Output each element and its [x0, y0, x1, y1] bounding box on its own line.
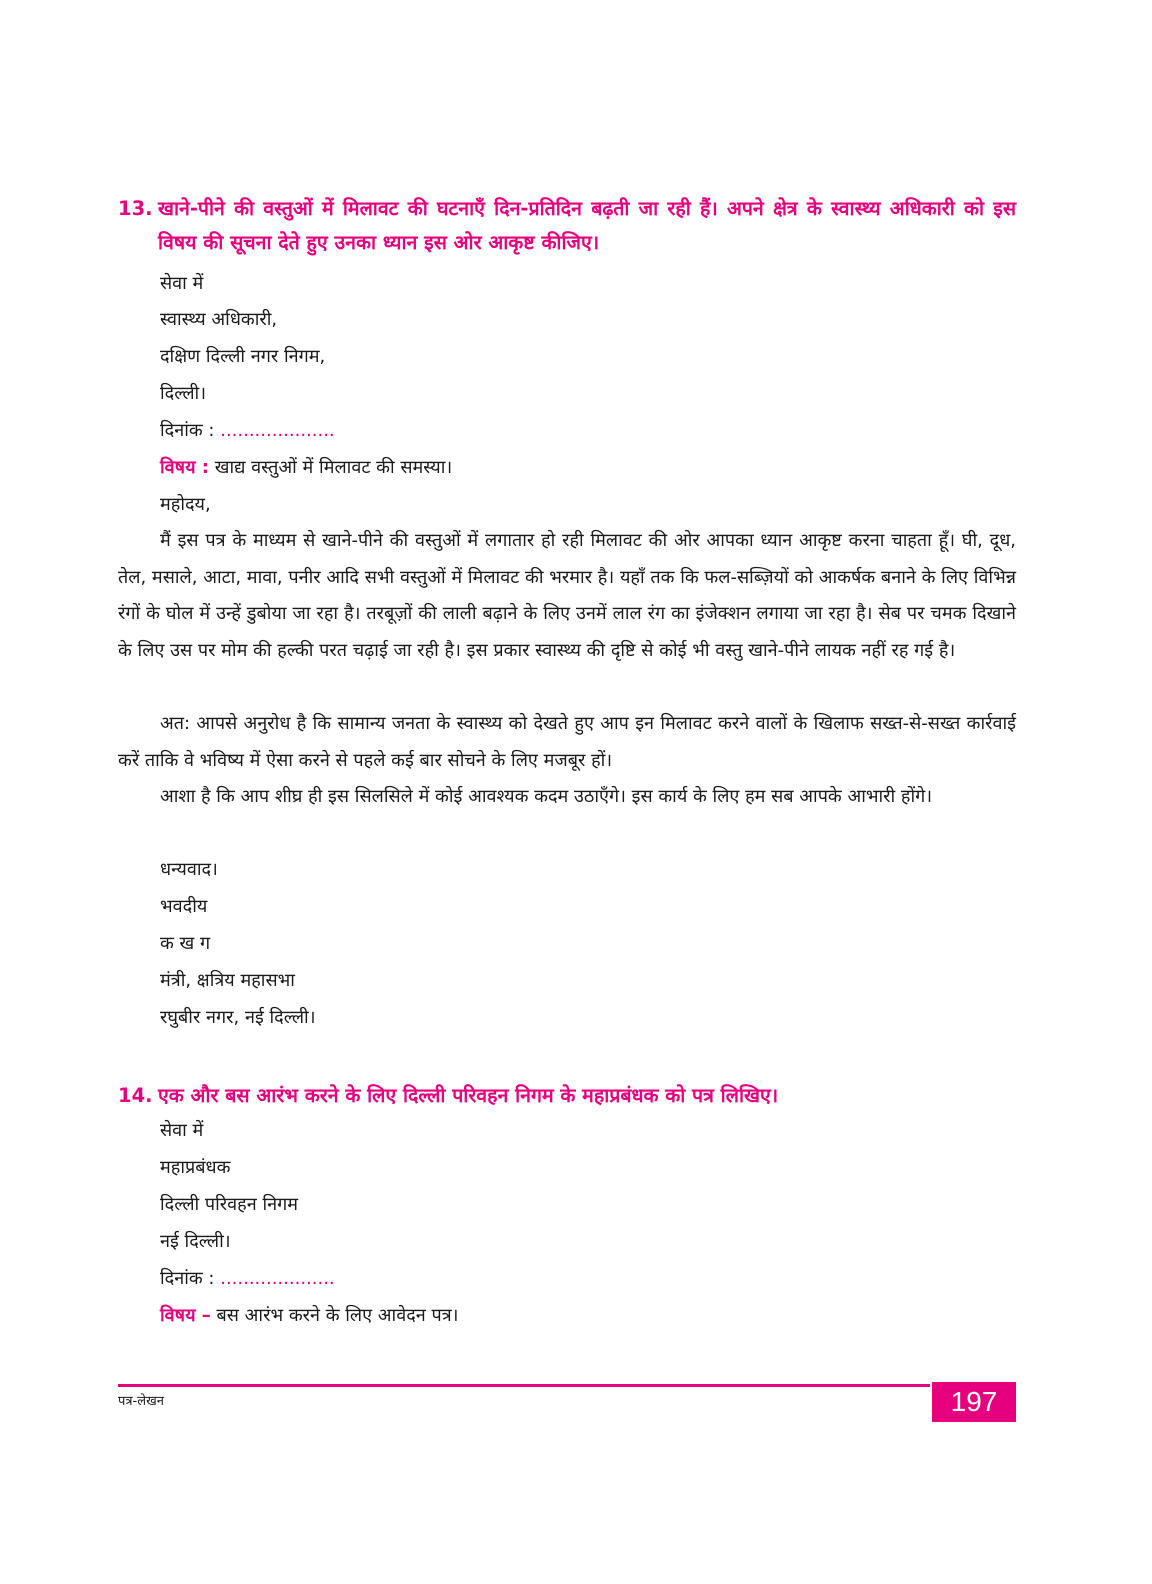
- q13-closing-1: धन्यवाद।: [160, 859, 218, 880]
- q14-date-label: दिनांक :: [160, 1268, 215, 1289]
- page-number: 197: [932, 1382, 1016, 1422]
- q14-address-line-2: महाप्रबंधक: [160, 1157, 231, 1178]
- question-13-heading: [118, 192, 1016, 260]
- q14-subject-text: बस आरंभ करने के लिए आवेदन पत्र।: [216, 1305, 459, 1326]
- footer-divider: [118, 1384, 930, 1387]
- footer-section-title: पत्र-लेखन: [118, 1394, 164, 1409]
- q14-date-line: [160, 1267, 335, 1291]
- q13-date-dots: ....................: [220, 420, 335, 441]
- q13-date-line: [160, 419, 335, 443]
- q13-paragraph-2: अत: आपसे अनुरोध है कि सामान्य जनता के स्वास्थ्य को देखते हुए आप इन मिलावट करने वालों के खिलाफ सख्त-से-सख्त कार्रवाई करें ताकि वे भविष्य में ऐसा करने से पहले कई बार सोचने के लिए मजबूर हों।: [118, 713, 1016, 771]
- q13-closing-2: भवदीय: [160, 896, 208, 917]
- q13-salutation: महोदय,: [160, 494, 211, 515]
- question-14-title: एक और बस आरंभ करने के लिए दिल्ली परिवहन निगम के महाप्रबंधक को पत्र लिखिए।: [158, 1084, 779, 1107]
- q13-date-label: दिनांक :: [160, 420, 215, 441]
- question-14-number: 14.: [118, 1084, 153, 1107]
- q13-subject-text: खाद्य वस्तुओं में मिलावट की समस्या।: [214, 457, 453, 478]
- q14-subject-line: [160, 1304, 458, 1328]
- q13-address-line-4: दिल्ली।: [160, 383, 207, 404]
- q13-closing-4: मंत्री, क्षत्रिय महासभा: [160, 970, 295, 991]
- question-14-heading: [118, 1079, 1016, 1113]
- q13-subject-label: विषय :: [160, 457, 209, 478]
- q14-address-line-4: नई दिल्ली।: [160, 1231, 231, 1252]
- q13-address-line-2: स्वास्थ्य अधिकारी,: [160, 309, 278, 330]
- q13-paragraph-3: आशा है कि आप शीघ्र ही इस सिलसिले में कोई आवश्यक कदम उठाएँगे। इस कार्य के लिए हम सब आपके आभारी होंगे।: [160, 786, 933, 807]
- q13-closing-5: रघुबीर नगर, नई दिल्ली।: [160, 1007, 316, 1028]
- q13-closing-3: क ख ग: [160, 933, 211, 954]
- question-13-title: खाने-पीने की वस्तुओं में मिलावट की घटनाएँ दिन-प्रतिदिन बढ़ती जा रही हैं। अपने क्षेत्र के स्वास्थ्य अधिकारी को इस विषय की सूचना देते हुए उनका ध्यान इस ओर आकृष्ट कीजिए।: [158, 197, 1016, 254]
- q13-address-line-3: दक्षिण दिल्ली नगर निगम,: [160, 346, 326, 367]
- q14-subject-label: विषय –: [160, 1305, 211, 1326]
- q13-address-line-1: सेवा में: [160, 273, 204, 294]
- q14-date-dots: ....................: [220, 1268, 335, 1289]
- q14-address-line-1: सेवा में: [160, 1120, 204, 1141]
- question-13-number: 13.: [118, 197, 153, 220]
- q13-subject-line: [160, 456, 452, 480]
- q14-address-line-3: दिल्ली परिवहन निगम: [160, 1194, 299, 1215]
- q13-paragraph-1: मैं इस पत्र के माध्यम से खाने-पीने की वस्तुओं में लगातार हो रही मिलावट की ओर आपका ध्यान आकृष्ट करना चाहता हूँ। घी, दूध, तेल, मसाले, आटा, मावा, पनीर आदि सभी वस्तुओं में मिलावट की भरमार है। यहाँ तक कि फल-सब्ज़ियों को आकर्षक बनाने के लिए विभिन्न रंगों के घोल में उन्हें डुबोया जा रहा है। तरबूज़ों की लाली बढ़ाने के लिए उनमें लाल रंग का इंजेक्शन लगाया जा रहा है। सेब पर चमक दिखाने के लिए उस पर मोम की हल्की परत चढ़ाई जा रही है। इस प्रकार स्वास्थ्य की दृष्टि से कोई भी वस्तु खाने-पीने लायक नहीं रह गई है।: [118, 530, 1016, 661]
